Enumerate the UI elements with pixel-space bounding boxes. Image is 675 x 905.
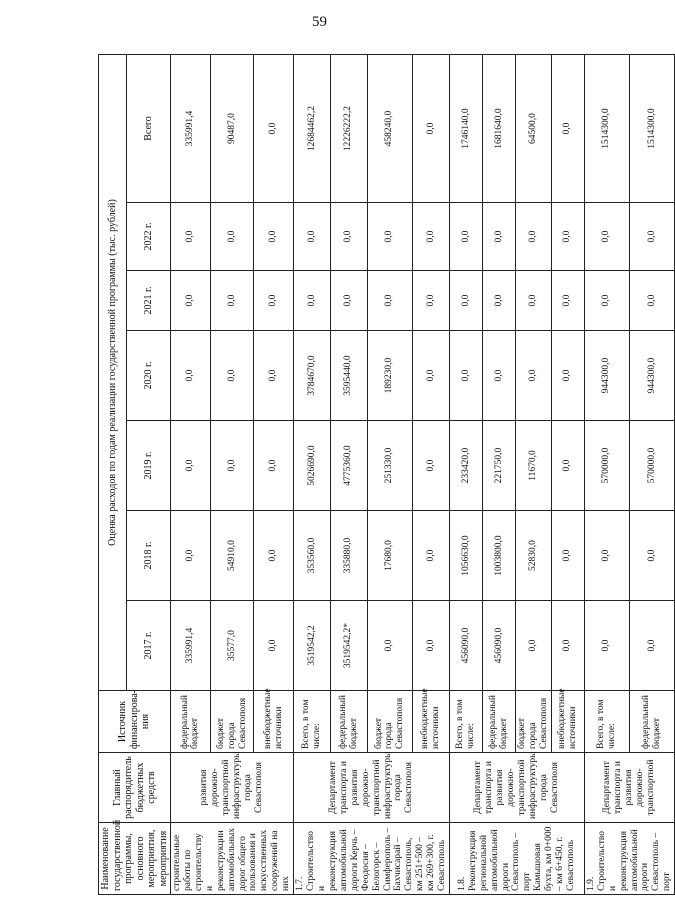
total-value-cell: 1514300,0	[630, 54, 675, 202]
year-value-cell: 52830,0	[516, 511, 552, 601]
year-value-cell: 5026690,0	[294, 421, 331, 511]
year-value-cell: 0,0	[254, 203, 294, 271]
year-value-cell: 251330,0	[367, 421, 413, 511]
funding-source-cell: Всего, в том числе:	[584, 691, 629, 753]
year-value-cell: 0,0	[584, 601, 629, 691]
year-value-cell: 0,0	[413, 601, 450, 691]
year-value-cell: 456090,0	[483, 601, 516, 691]
year-value-cell: 570000,0	[630, 421, 675, 511]
year-value-cell: 0,0	[584, 203, 629, 271]
year-value-cell: 335880,0	[330, 511, 367, 601]
year-value-cell: 0,0	[330, 203, 367, 271]
measure-name-cell: строительные работы по строительству и реконструкции автомобильных дорог общего пользования и искусственных сооружений на них	[171, 823, 294, 895]
year-value-cell: 0,0	[254, 511, 294, 601]
year-value-cell: 0,0	[630, 601, 675, 691]
year-value-cell: 0,0	[630, 511, 675, 601]
year-value-cell: 0,0	[551, 421, 584, 511]
year-value-cell: 0,0	[516, 601, 552, 691]
year-value-cell: 35577,0	[210, 601, 253, 691]
year-value-cell: 0,0	[516, 331, 552, 421]
year-value-cell: 0,0	[450, 203, 483, 271]
total-value-cell: 0,0	[254, 54, 294, 202]
year-value-cell: 0,0	[413, 203, 450, 271]
year-value-cell: 0,0	[551, 203, 584, 271]
year-value-cell: 353560,0	[294, 511, 331, 601]
header-year: 2020 г.	[127, 331, 171, 421]
funding-source-cell: внебюджетные источники	[551, 691, 584, 753]
funding-source-cell: Всего, в том числе:	[294, 691, 331, 753]
year-value-cell: 4775360,0	[330, 421, 367, 511]
year-value-cell: 0,0	[171, 331, 211, 421]
year-value-cell: 0,0	[450, 271, 483, 331]
measure-name-cell: 1.7. Строительство и реконструкция автомобильной дороги Керчь – Феодосия – Белогорск – Симферополь – Бахчисарай – Севастополь, км 251+500 – км 269+300, г. Севастополь	[294, 823, 450, 895]
year-value-cell: 0,0	[210, 271, 253, 331]
year-value-cell: 0,0	[413, 511, 450, 601]
year-value-cell: 0,0	[171, 511, 211, 601]
year-value-cell: 1003800,0	[483, 511, 516, 601]
manager-cell: Департамент транспорта и развития дорожно-транспортной	[584, 753, 674, 823]
header-row-1	[99, 54, 127, 894]
year-value-cell: 0,0	[413, 331, 450, 421]
year-value-cell: 0,0	[516, 203, 552, 271]
year-value-cell: 0,0	[413, 271, 450, 331]
budget-table	[98, 54, 675, 895]
year-value-cell: 0,0	[584, 511, 629, 601]
measure-name-cell: 1.9. Строительство и реконструкция автомобильной дороги Севастополь – порт	[584, 823, 674, 895]
total-value-cell: 0,0	[551, 54, 584, 202]
header-year: 2017 г.	[127, 601, 171, 691]
total-value-cell: 1514300,0	[584, 54, 629, 202]
rotated-table-container	[98, 55, 673, 895]
table-row	[171, 54, 211, 894]
total-value-cell: 1681640,0	[483, 54, 516, 202]
measure-name-cell: 1.8. Реконструкция региональной автомобильной дороги Севастополь – порт Камышовая бухта, км 0+000 – км 6+450, г. Севастополь	[450, 823, 585, 895]
year-value-cell: 0,0	[367, 271, 413, 331]
year-value-cell: 0,0	[330, 271, 367, 331]
year-value-cell: 456090,0	[450, 601, 483, 691]
header-manager: Главный распорядитель бюджетных средств	[99, 753, 171, 823]
year-value-cell: 0,0	[367, 601, 413, 691]
total-value-cell: 90487,0	[210, 54, 253, 202]
funding-source-cell: бюджет города Севастополя	[516, 691, 552, 753]
year-value-cell: 0,0	[551, 271, 584, 331]
header-source: Источник финансирова-ния	[99, 691, 171, 753]
funding-source-cell: федеральный бюджет	[630, 691, 675, 753]
year-value-cell: 0,0	[413, 421, 450, 511]
year-value-cell: 0,0	[171, 271, 211, 331]
header-estimate: Оценка расходов по годам реализации государственной программы (тыс. рублей)	[99, 54, 127, 690]
total-value-cell: 1746140,0	[450, 54, 483, 202]
year-value-cell: 0,0	[483, 271, 516, 331]
year-value-cell: 0,0	[367, 203, 413, 271]
year-value-cell: 221750,0	[483, 421, 516, 511]
year-value-cell: 0,0	[210, 331, 253, 421]
year-value-cell: 0,0	[450, 331, 483, 421]
funding-source-cell: федеральный бюджет	[483, 691, 516, 753]
year-value-cell: 0,0	[171, 203, 211, 271]
manager-cell: Департамент транспорта и развития дорожно-транспортной инфраструктуры города Севастополя	[294, 753, 450, 823]
manager-cell: Департамент транспорта и развития дорожно-транспортной инфраструктуры города Севастополя	[450, 753, 585, 823]
year-value-cell: 17680,0	[367, 511, 413, 601]
year-value-cell: 189230,0	[367, 331, 413, 421]
funding-source-cell: бюджет города Севастополя	[210, 691, 253, 753]
year-value-cell: 1056630,0	[450, 511, 483, 601]
year-value-cell: 3519542,2	[294, 601, 331, 691]
year-value-cell: 0,0	[171, 421, 211, 511]
header-year: 2019 г.	[127, 421, 171, 511]
year-value-cell: 3519542,2*	[330, 601, 367, 691]
total-value-cell: 12684462,2	[294, 54, 331, 202]
manager-cell: развития дорожно-транспортной инфраструктуры города Севастополя	[171, 753, 294, 823]
year-value-cell: 54910,0	[210, 511, 253, 601]
funding-source-cell: федеральный бюджет	[171, 691, 211, 753]
year-value-cell: 11670,0	[516, 421, 552, 511]
header-year: 2021 г.	[127, 271, 171, 331]
table-row	[294, 54, 331, 894]
year-value-cell: 0,0	[630, 203, 675, 271]
year-value-cell: 0,0	[584, 271, 629, 331]
funding-source-cell: Всего, в том числе:	[450, 691, 483, 753]
year-value-cell: 0,0	[516, 271, 552, 331]
year-value-cell: 0,0	[294, 203, 331, 271]
total-value-cell: 64500,0	[516, 54, 552, 202]
year-value-cell: 3784670,0	[294, 331, 331, 421]
year-value-cell: 0,0	[254, 271, 294, 331]
year-value-cell: 0,0	[210, 203, 253, 271]
table-body	[99, 54, 675, 894]
year-value-cell: 3595440,0	[330, 331, 367, 421]
year-value-cell: 0,0	[254, 331, 294, 421]
year-value-cell: 0,0	[210, 421, 253, 511]
header-name: Наименование государственной программы, основного мероприятия, мероприятия	[99, 823, 171, 895]
year-value-cell: 0,0	[551, 511, 584, 601]
year-value-cell: 944300,0	[584, 331, 629, 421]
year-value-cell: 0,0	[294, 271, 331, 331]
year-value-cell: 0,0	[551, 331, 584, 421]
funding-source-cell: федеральный бюджет	[330, 691, 367, 753]
table-row	[450, 54, 483, 894]
year-value-cell: 335991,4	[171, 601, 211, 691]
year-value-cell: 0,0	[483, 331, 516, 421]
header-year: 2022 г.	[127, 203, 171, 271]
funding-source-cell: внебюджетные источники	[413, 691, 450, 753]
total-value-cell: 335991,4	[171, 54, 211, 202]
total-value-cell: 458240,0	[367, 54, 413, 202]
table-row	[584, 54, 629, 894]
page-number: 59	[312, 14, 327, 30]
year-value-cell: 0,0	[551, 601, 584, 691]
total-value-cell: 0,0	[413, 54, 450, 202]
total-value-cell: 12226222,2	[330, 54, 367, 202]
year-value-cell: 0,0	[254, 601, 294, 691]
funding-source-cell: бюджет города Севастополя	[367, 691, 413, 753]
year-value-cell: 570000,0	[584, 421, 629, 511]
year-value-cell: 233420,0	[450, 421, 483, 511]
header-year: 2018 г.	[127, 511, 171, 601]
funding-source-cell: внебюджетные источники	[254, 691, 294, 753]
year-value-cell: 0,0	[483, 203, 516, 271]
header-total: Всего	[127, 54, 171, 202]
year-value-cell: 0,0	[254, 421, 294, 511]
year-value-cell: 0,0	[630, 271, 675, 331]
year-value-cell: 944300,0	[630, 331, 675, 421]
